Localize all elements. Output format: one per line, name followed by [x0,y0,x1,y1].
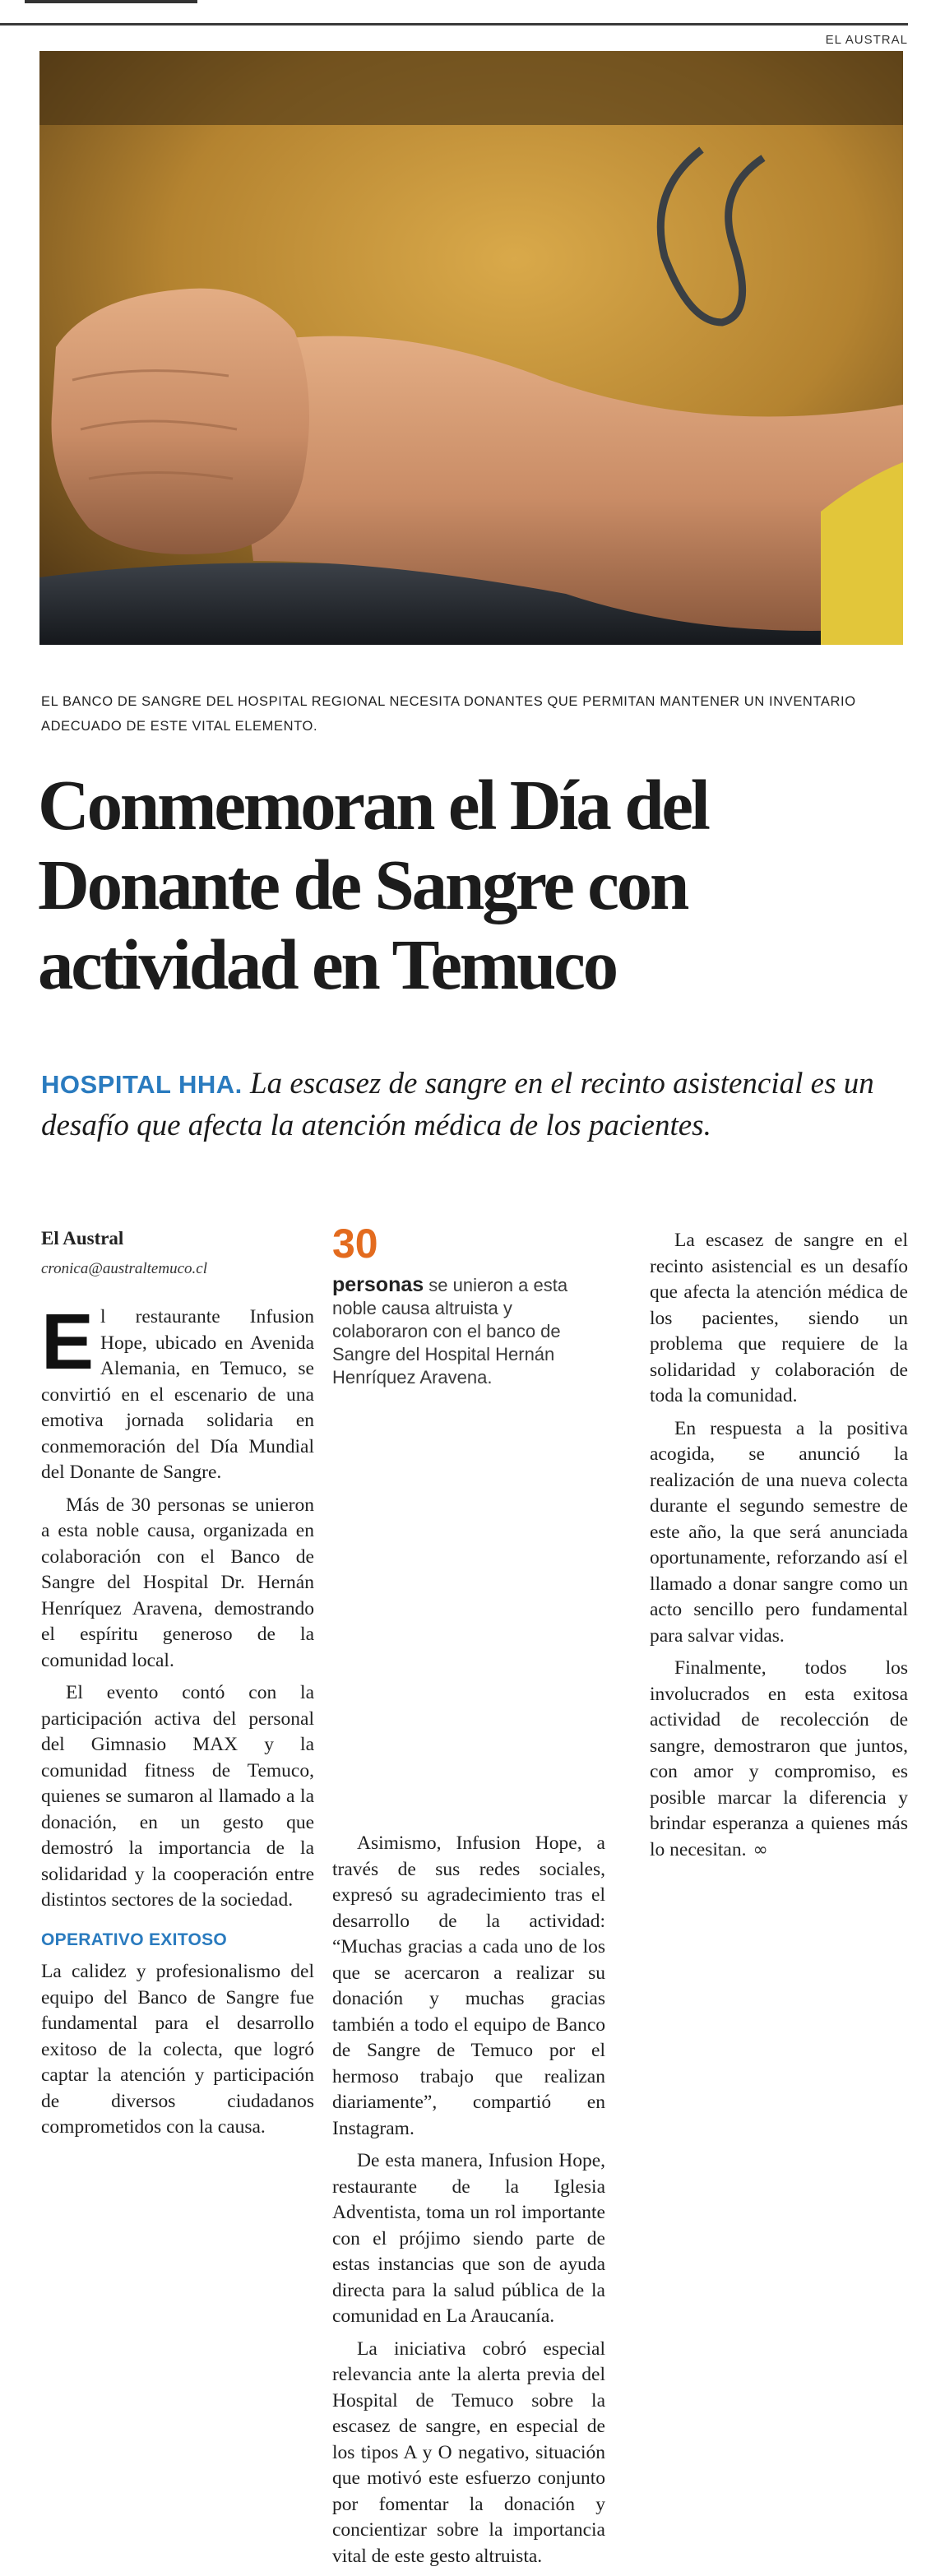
subhead: OPERATIVO EXITOSO [41,1930,228,1949]
byline-email[interactable]: cronica@australtemuco.cl [41,1260,207,1277]
byline-name: El Austral [41,1228,124,1249]
paragraph [650,1656,908,1863]
paragraph-text: Finalmente, todos los involucrados en esta exitosa actividad de recolección de sangre, demostraron que juntos, con amor y compromiso, es posible marcar la diferencia y brindar esperanza a quienes más lo necesitan. [650,1657,908,1860]
headline: Conmemoran el Día del Donante de Sangre con actividad en Temuco [38,765,708,1004]
stat-lead: personas [332,1273,424,1296]
end-mark-icon: ∞ [753,1839,768,1860]
paragraph: De esta manera, Infusion Hope, restaurante de la Iglesia Adventista, toma un rol importante con el prójimo siendo parte de estas instancias que son de ayuda directa para la salud pública de la comunidad en La Araucanía. [332,2150,605,2327]
paragraph: La escasez de sangre en el recinto asistencial es un desafío que afecta la atención médica de los pacientes, siendo un problema que requiere de la solidaridad y colaboración de toda la comunidad. [650,1230,908,1406]
dropcap: E [41,1298,95,1386]
paragraph: En respuesta a la positiva acogida, se anunció la realización de una nueva colecta durante el segundo semestre de este año, la que será anunciada oportunamente, reforzando así el llamado a donar sangre como un acto sencillo pero fundamental para salvar vidas. [650,1417,908,1647]
article-column-1 [41,1298,314,2147]
deck-text: La escasez de sangre en el recinto asistencial es un desafío que afecta la atención médica de los pacientes. [41,1067,874,1142]
arm-photo-illustration [39,51,903,645]
stat-description: se unieron a esta noble causa altruista y colaboraron con el banco de Sangre del Hospital Hernán Henríquez Aravena. [332,1275,568,1388]
photo-caption: EL BANCO DE SANGRE DEL HOSPITAL REGIONAL NECESITA DONANTES QUE PERMITAN MANTENER UN INVENTARIO ADECUADO DE ESTE VITAL ELEMENTO. [41,694,856,734]
paragraph: La calidez y profesionalismo del equipo del Banco de Sangre fue fundamental para el desarrollo exitoso de la colecta, que logró captar la atención y participación de diversos ciudadanos comprometidos con la causa. [41,1961,314,2138]
masthead: EL AUSTRAL [825,33,908,47]
paragraph: Más de 30 personas se unieron a esta noble causa, organizada en colaboración con el Banco de Sangre del Hospital Dr. Hernán Henríquez Aravena, demostrando el espíritu generoso de la comunidad local. [41,1494,314,1671]
article-column-2 [332,1831,605,2576]
top-rule [0,23,908,25]
paragraph [41,1298,314,1486]
stat-number: 30 [332,1221,378,1267]
paragraph: El evento contó con la participación activa del personal del Gimnasio MAX y la comunidad fitness de Temuco, quienes se sumaron al llamado a la donación, en un gesto que demostró la importancia de la solidaridad y la cooperación entre distintos sectores de la sociedad. [41,1682,314,1911]
article-column-3 [650,1228,908,1869]
stat-text [332,1273,612,1389]
deck [41,1063,913,1147]
stat-box [332,1219,612,1389]
paragraph: Asimismo, Infusion Hope, a través de sus redes sociales, expresó su agradecimiento tras el desarrollo de la actividad: “Muchas gracias a cada uno de los que se acercaron a realizar su donación y muchas gracias también a todo el equipo de Banco de Sangre de Temuco por el hermoso trabajo que realizan diariamente”, compartió en Instagram. [332,1832,605,2139]
article-photo [39,51,903,645]
deck-kicker: HOSPITAL HHA. [41,1070,243,1099]
paragraph-text: l restaurante Infusion Hope, ubicado en Avenida Alemania, en Temuco, se convirtió en el escenario de una emotiva jornada solidaria en conmemoración del Día Mundial del Donante de Sangre. [41,1306,314,1483]
top-tab [25,0,197,3]
paragraph: La iniciativa cobró especial relevancia ante la alerta previa del Hospital de Temuco sobre la escasez de sangre, en especial de los tipos A y O negativo, situación que motivó este esfuerzo conjunto por fomentar la donación y concientizar sobre la importancia vital de este gesto altruista. [332,2337,605,2567]
